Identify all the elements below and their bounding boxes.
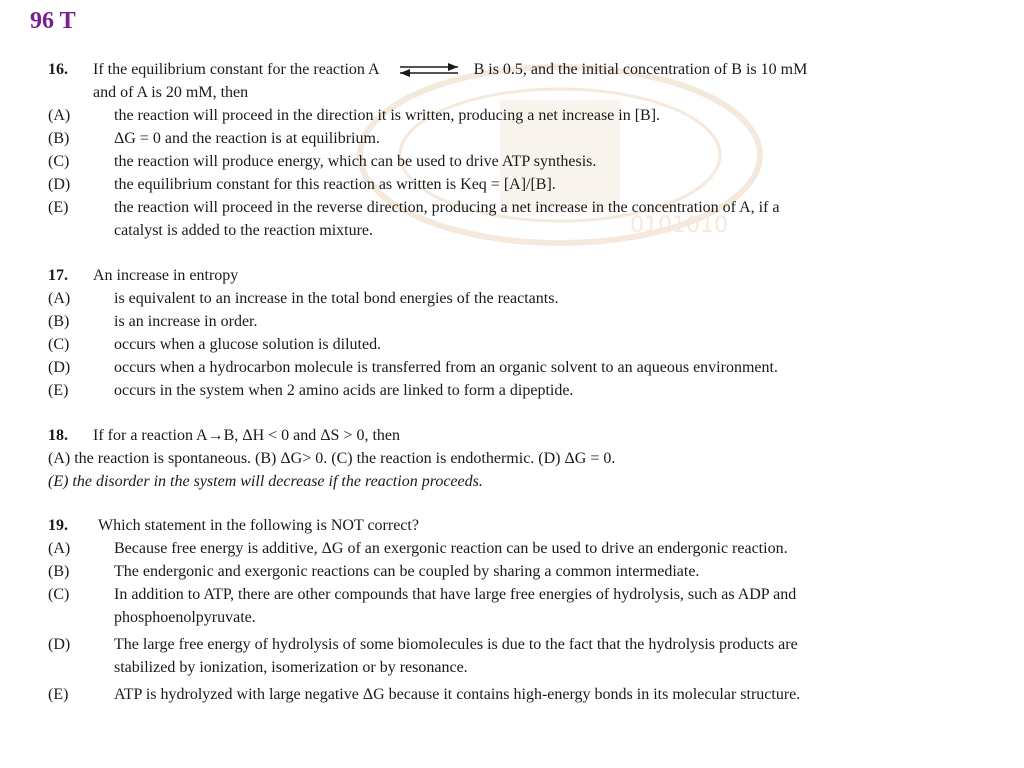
option-text: is an increase in order.: [114, 313, 258, 330]
question-18: [48, 424, 988, 493]
question-19: [48, 514, 988, 706]
question-16: [48, 58, 988, 242]
q19-option-d: [48, 633, 988, 679]
option-label: (B): [48, 563, 70, 580]
q19-option-e: [48, 683, 988, 706]
page-label: 96 T: [30, 8, 76, 34]
option-label: (A): [48, 540, 71, 557]
option-label: (A): [48, 107, 71, 124]
q19-stem: Which statement in the following is NOT correct?: [98, 517, 419, 534]
option-text: the reaction will proceed in the direction it is written, producing a net increase in [B].: [114, 107, 661, 124]
option-text: The endergonic and exergonic reactions can be coupled by sharing a common intermediate.: [114, 563, 700, 580]
option-label: (B): [48, 313, 70, 330]
option-text: The large free energy of hydrolysis of some biomolecules is due to the fact that the hydrolysis products are: [114, 636, 798, 653]
watermark-text: 0101010: [630, 213, 728, 238]
option-label: (D): [48, 176, 71, 193]
option-label: (D): [48, 636, 71, 653]
q18-number: 18.: [48, 427, 68, 444]
q19-option-b: [48, 560, 988, 583]
question-17: [48, 264, 988, 402]
option-label: (E): [48, 686, 69, 703]
q17-number: 17.: [48, 267, 68, 284]
option-label: (D): [48, 359, 71, 376]
q18-option-e: (E) the disorder in the system will decrease if the reaction proceeds.: [48, 473, 483, 490]
option-label: (E): [48, 199, 69, 216]
option-text: In addition to ATP, there are other compounds that have large free energies of hydrolysis, such as ADP and: [114, 586, 797, 603]
q19-option-c: [48, 583, 988, 629]
option-text: occurs when a hydrocarbon molecule is transferred from an organic solvent to an aqueous environment.: [114, 359, 778, 376]
q17-option-e: [48, 379, 988, 402]
option-text-continued: stabilized by ionization, isomerization or by resonance.: [114, 659, 468, 676]
option-label: (B): [48, 130, 70, 147]
q17-option-c: [48, 333, 988, 356]
option-text: occurs when a glucose solution is diluted.: [114, 336, 382, 353]
q16-option-c: [48, 150, 988, 173]
q17-option-b: [48, 310, 988, 333]
option-text-continued: phosphoenolpyruvate.: [114, 609, 256, 626]
equilibrium-arrow-icon: [394, 62, 464, 78]
option-text: the equilibrium constant for this reaction as written is Keq = [A]/[B].: [114, 176, 556, 193]
q19-number: 19.: [48, 517, 68, 534]
q16-option-e: [48, 196, 988, 242]
q16-stem-part2: B is 0.5, and the initial concentration of B is 10 mM: [473, 61, 808, 78]
q16-number: 16.: [48, 61, 68, 78]
option-text: ΔG = 0 and the reaction is at equilibrium.: [114, 130, 380, 147]
q16-stem-part1: If the equilibrium constant for the reaction A: [93, 61, 380, 78]
option-label: (C): [48, 336, 70, 353]
option-text: ATP is hydrolyzed with large negative ΔG because it contains high-energy bonds in its molecular structure.: [114, 686, 801, 703]
option-text: the reaction will produce energy, which can be used to drive ATP synthesis.: [114, 153, 597, 170]
q17-option-a: [48, 287, 988, 310]
q16-stem-line2: and of A is 20 mM, then: [93, 84, 249, 101]
option-text: is equivalent to an increase in the total bond energies of the reactants.: [114, 290, 559, 307]
option-label: (A): [48, 290, 71, 307]
q18-stem: If for a reaction A→B, ΔH < 0 and ΔS > 0, then: [93, 427, 401, 444]
q18-options-line: (A) the reaction is spontaneous. (B) ΔG> 0. (C) the reaction is endothermic. (D) ΔG = 0.: [48, 450, 616, 467]
option-label: (C): [48, 586, 70, 603]
q16-option-a: [48, 104, 988, 127]
q17-option-d: [48, 356, 988, 379]
q19-option-a: [48, 537, 988, 560]
option-text-continued: catalyst is added to the reaction mixture.: [114, 222, 374, 239]
option-label: (E): [48, 382, 69, 399]
q17-stem: An increase in entropy: [93, 267, 239, 284]
option-text: occurs in the system when 2 amino acids are linked to form a dipeptide.: [114, 382, 574, 399]
q16-option-d: [48, 173, 988, 196]
option-text: Because free energy is additive, ΔG of an exergonic reaction can be used to drive an endergonic reaction.: [114, 540, 788, 557]
option-label: (C): [48, 153, 70, 170]
option-text: the reaction will proceed in the reverse direction, producing a net increase in the concentration of A, if a: [114, 199, 780, 216]
q16-option-b: [48, 127, 988, 150]
